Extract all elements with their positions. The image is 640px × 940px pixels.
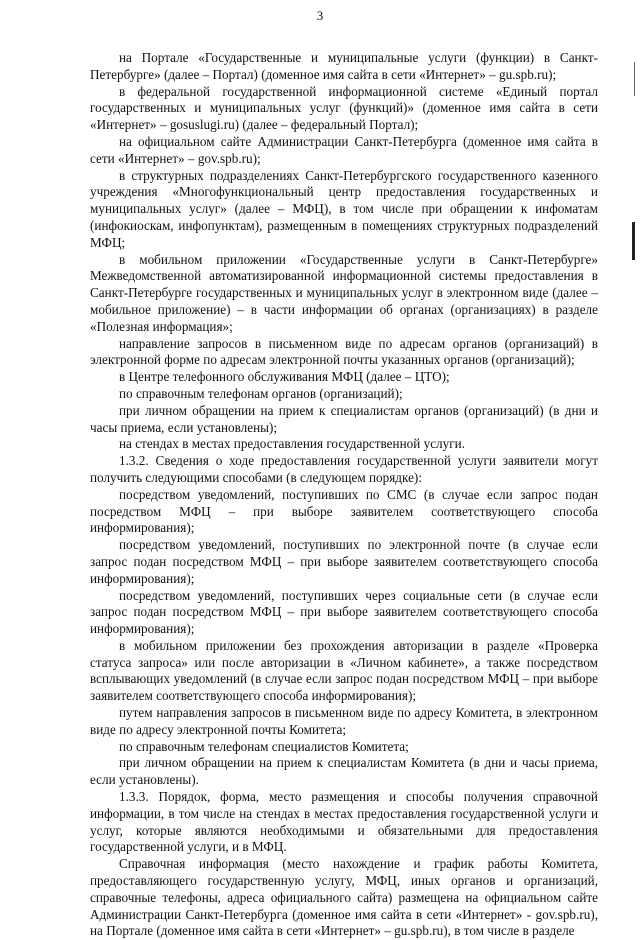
paragraph: 1.3.3. Порядок, форма, место размещения и способы получения справочной информации, в том числе на стендах в местах предоставления государственной услуги и услуг, которые являются необходимыми и обязательными для предоставления государственной услуги, и в МФЦ.: [90, 789, 598, 855]
paragraph: посредством уведомлений, поступивших по электронной почте (в случае если запрос подан посредством МФЦ – при выборе заявителем соответствующего способа информирования);: [90, 537, 598, 586]
page-number: 3: [316, 8, 324, 23]
paragraph: при личном обращении на прием к специалистам Комитета (в дни и часы приема, если установлены).: [90, 755, 598, 788]
paragraph: в мобильном приложении «Государственные услуги в Санкт-Петербурге» Межведомственной автоматизированной информационной системы предоставления в Санкт-Петербурге государственных и муниципальных услуг в электронном виде (далее – мобильное приложение) – в части информации об органах (организациях) в разделе «Полезная информация»;: [90, 251, 598, 334]
paragraph: при личном обращении на прием к специалистам органов (организаций) (в дни и часы приема, если установлены);: [90, 402, 598, 435]
paragraph: посредством уведомлений, поступивших по СМС (в случае если запрос подан посредством МФЦ – при выборе заявителем соответствующего способа информирования);: [90, 486, 598, 536]
paragraph: на официальном сайте Администрации Санкт-Петербурга (доменное имя сайта в сети «Интернет» – gov.spb.ru);: [90, 133, 598, 166]
body-text: [90, 50, 598, 940]
paragraph: направление запросов в письменном виде по адресам органов (организаций) в электронной форме по адресам электронной почты указанных органов (организаций);: [90, 335, 598, 368]
paragraph: в Центре телефонного обслуживания МФЦ (далее – ЦТО);: [119, 369, 450, 385]
paragraph: 1.3.2. Сведения о ходе предоставления государственной услуги заявители могут получить следующими способами (в следующем порядке):: [90, 453, 598, 485]
paragraph: в структурных подразделениях Санкт-Петербургского государственного казенного учреждения «Многофункциональный центр предоставления государственных и муниципальных услуг» (далее – МФЦ), в том числе при обращении к инфоматам (инфокиоскам, инфопунктам), размещенным в помещениях структурных подразделений МФЦ;: [90, 167, 598, 250]
paragraph: в федеральной государственной информационной системе «Единый портал государственных и муниципальных услуг (функций)» (доменное имя сайта в сети «Интернет» – gosuslugi.ru) (далее – федеральный Портал);: [90, 83, 598, 133]
scan-edge-mark: [632, 222, 635, 260]
paragraph: на стендах в местах предоставления государственной услуги.: [119, 436, 465, 452]
paragraph: по справочным телефонам органов (организаций);: [119, 385, 403, 401]
scan-edge-mark: [634, 62, 635, 96]
paragraph: на Портале «Государственные и муниципальные услуги (функции) в Санкт-Петербурге» (далее – Портал) (доменное имя сайта в сети «Интернет» – gu.spb.ru);: [90, 50, 598, 82]
paragraph: в мобильном приложении без прохождения авторизации в разделе «Проверка статуса запроса» или после авторизации в «Личном кабинете», а также посредством всплывающих уведомлений (в случае если запрос подан посредством МФЦ – при выборе заявителем соответствующего способа информирования);: [90, 637, 598, 704]
paragraph: посредством уведомлений, поступивших через социальные сети (в случае если запрос подан посредством МФЦ – при выборе заявителем соответствующего способа информирования);: [90, 587, 598, 637]
paragraph: Справочная информация (место нахождение и график работы Комитета, предоставляющего государственную услугу, МФЦ, иных органов и организаций, справочные телефоны, адреса официального сайта) размещена на официальном сайте Администрации Санкт-Петербурга (доменное имя сайта в сети «Интернет» - gov.spb.ru), на Портале (доменное имя сайта в сети «Интернет» – gu.spb.ru), в том числе в разделе: [90, 856, 598, 939]
paragraph: путем направления запросов в письменном виде по адресу Комитета, в электронном виде по адресу электронной почты Комитета;: [90, 705, 598, 737]
paragraph: по справочным телефонам специалистов Комитета;: [119, 738, 409, 754]
